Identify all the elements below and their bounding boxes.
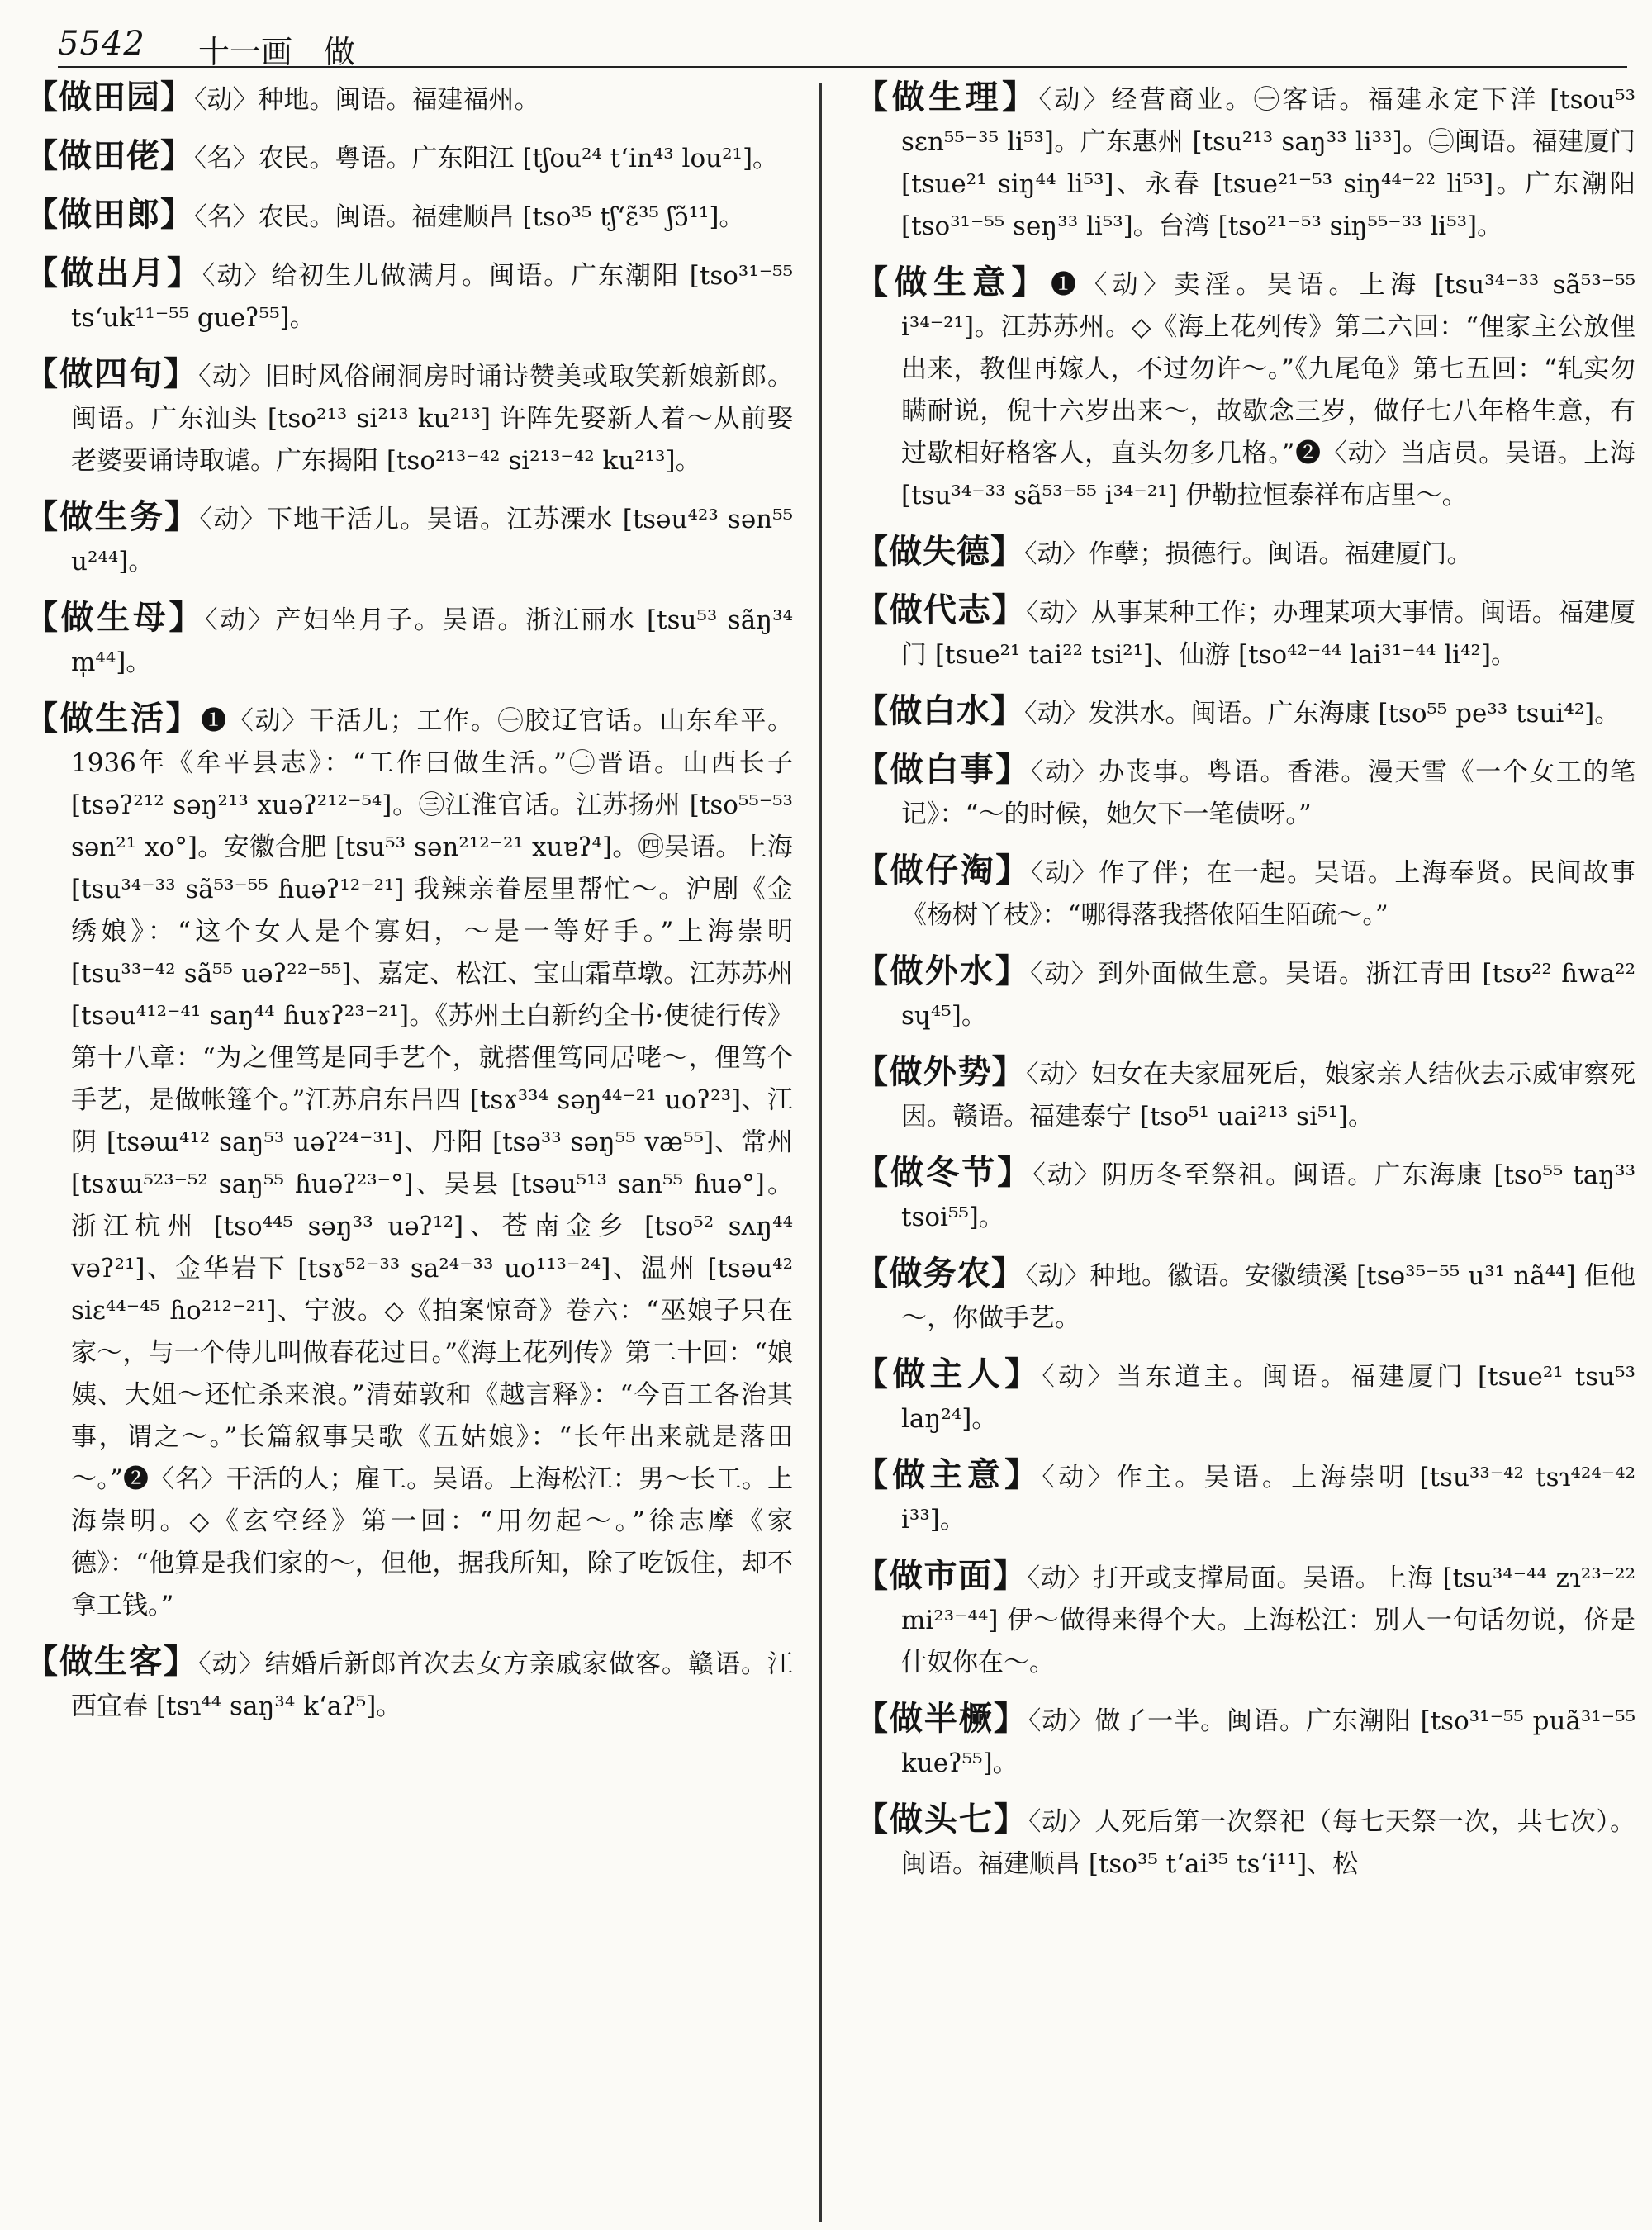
entry-paragraph: [855, 1252, 1635, 1340]
dictionary-entry: [855, 1353, 1635, 1440]
dictionary-entry: [855, 690, 1635, 735]
entry-headword: 【做生理】: [855, 78, 1039, 116]
right-column: [855, 76, 1635, 2215]
entry-paragraph: [855, 1151, 1635, 1239]
entry-paragraph: [855, 530, 1635, 576]
column-divider: [819, 83, 822, 2222]
dictionary-entry: [25, 135, 793, 180]
entry-definition: 〈动〉结婚后新郎首次去女方亲戚家做客。赣语。江西宜春 [tsɿ⁴⁴ saŋ³⁴ kʻaʔ⁵]。: [71, 1649, 793, 1721]
dictionary-entry: [855, 1252, 1635, 1340]
entry-headword: 【做外水】: [855, 951, 1031, 990]
entry-headword: 【做主人】: [855, 1355, 1042, 1393]
entry-headword: 【做生活】: [25, 699, 202, 738]
entry-headword: 【做半橛】: [855, 1699, 1028, 1738]
entry-headword: 【做代志】: [855, 591, 1027, 629]
entry-paragraph: [855, 1454, 1635, 1541]
entry-paragraph: [25, 1640, 793, 1728]
entry-paragraph: [25, 193, 793, 239]
entry-definition: 〈动〉到外面做生意。吴语。浙江青田 [tsʊ²² ɦwa²² sɥ⁴⁵]。: [901, 959, 1635, 1031]
entry-headword: 【做仔淘】: [855, 851, 1031, 890]
entry-headword: 【做生客】: [25, 1642, 199, 1681]
entry-definition: 〈动〉打开或支撑局面。吴语。上海 [tsu³⁴⁻⁴⁴ zɿ²³⁻²² mi²³⁻⁴⁴] 伊～做得来得个大。上海松江：别人一句话勿说，侪是什奴你在～。: [901, 1563, 1635, 1677]
dictionary-entry: [25, 193, 793, 239]
entry-headword: 【做生意】: [855, 263, 1051, 301]
entry-definition: 〈动〉下地干活儿。吴语。江苏溧水 [tsəu⁴²³ sən⁵⁵ u²⁴⁴]。: [71, 505, 793, 576]
dictionary-entry: [855, 530, 1635, 576]
entry-definition: 〈名〉农民。闽语。福建顺昌 [tso³⁵ tʃʻɛ̃³⁵ ʃɔ̃¹¹]。: [194, 202, 745, 232]
entry-paragraph: [855, 748, 1635, 836]
dictionary-entry: [25, 1640, 793, 1728]
entry-headword: 【做市面】: [855, 1556, 1028, 1595]
entry-definition: 〈动〉作孽；损德行。闽语。福建厦门。: [1024, 539, 1473, 569]
entry-headword: 【做出月】: [25, 254, 202, 292]
entry-headword: 【做头七】: [855, 1800, 1028, 1839]
entry-paragraph: [25, 353, 793, 482]
entry-headword: 【做生务】: [25, 497, 200, 536]
dictionary-entry: [25, 496, 793, 583]
entry-headword: 【做四句】: [25, 354, 199, 393]
entry-paragraph: [855, 589, 1635, 676]
entry-headword: 【做主意】: [855, 1455, 1042, 1494]
entry-definition: 〈动〉经营商业。㊀客话。福建永定下洋 [tsou⁵³ sɛn⁵⁵⁻³⁵ li⁵³]。广东惠州 [tsu²¹³ saŋ³³ li³³]。㊁闽语。福建厦门 [tsue²¹ siŋ⁴⁴ li⁵³]、永春 [tsue²¹⁻⁵³ siŋ⁴⁴⁻²² li⁵³]。广东潮阳 [tso³¹⁻⁵⁵ seŋ³³ li⁵³]。台湾 [tso²¹⁻⁵³ siŋ⁵⁵⁻³³ li⁵³]。: [901, 85, 1635, 241]
entry-definition: 〈动〉当东道主。闽语。福建厦门 [tsue²¹ tsu⁵³ laŋ²⁴]。: [901, 1362, 1635, 1434]
entry-definition: 〈动〉种地。闽语。福建福州。: [194, 85, 540, 115]
dictionary-entry: [855, 261, 1635, 517]
dictionary-entry: [855, 1151, 1635, 1239]
dictionary-entry: [855, 1798, 1635, 1886]
dictionary-entry: [855, 1454, 1635, 1541]
entry-definition: 〈动〉旧时风俗闹洞房时诵诗赞美或取笑新娘新郎。闽语。广东汕头 [tso²¹³ si²¹³ ku²¹³] 许阵先娶新人着～从前娶老婆要诵诗取谑。广东揭阳 [tso²¹³⁻⁴² si²¹³⁻⁴² ku²¹³]。: [71, 362, 793, 476]
dictionary-entry: [855, 1554, 1635, 1684]
entry-paragraph: [25, 596, 793, 684]
entry-definition: 〈动〉办丧事。粤语。香港。漫天雪《一个女工的笔记》：“～的时候，她欠下一笔债呀。”: [901, 757, 1635, 829]
entry-definition: 〈动〉发洪水。闽语。广东海康 [tso⁵⁵ pe³³ tsui⁴²]。: [1024, 699, 1621, 728]
dictionary-entry: [25, 76, 793, 121]
entry-definition: 〈动〉从事某种工作；办理某项大事情。闽语。福建厦门 [tsue²¹ tai²² tsi²¹]、仙游 [tso⁴²⁻⁴⁴ lai³¹⁻⁴⁴ li⁴²]。: [901, 598, 1635, 670]
entry-definition: 〈动〉产妇坐月子。吴语。浙江丽水 [tsu⁵³ sãŋ³⁴ m̩⁴⁴]。: [71, 605, 793, 677]
entry-headword: 【做白事】: [855, 750, 1031, 789]
page-number: 5542: [58, 25, 145, 63]
entry-headword: 【做田佬】: [25, 136, 194, 175]
entry-definition: 〈动〉作主。吴语。上海崇明 [tsu³³⁻⁴² tsɿ⁴²⁴⁻⁴² i³³]。: [901, 1463, 1635, 1535]
entry-headword: 【做田郎】: [25, 195, 194, 234]
entry-definition: 〈动〉种地。徽语。安徽绩溪 [tsɵ³⁵⁻⁵⁵ u³¹ nã⁴⁴] 佢他～，你做手艺。: [901, 1261, 1635, 1333]
dictionary-entry: [25, 353, 793, 482]
entry-headword: 【做白水】: [855, 691, 1024, 730]
entry-definition: 〈名〉农民。粤语。广东阳江 [tʃou²⁴ tʻin⁴³ lou²¹]。: [194, 144, 779, 173]
entry-paragraph: [855, 690, 1635, 735]
dictionary-entry: [855, 748, 1635, 836]
entry-definition: 〈动〉阴历冬至祭祖。闽语。广东海康 [tso⁵⁵ taŋ³³ tsoi⁵⁵]。: [901, 1160, 1635, 1232]
dictionary-entry: [855, 950, 1635, 1037]
entry-paragraph: [855, 1798, 1635, 1886]
entry-definition: ❶〈动〉干活儿；工作。㊀胶辽官话。山东牟平。1936年《牟平县志》：“工作曰做生活。”㊁晋语。山西长子 [tsəʔ²¹² səŋ²¹³ xuəʔ²¹²⁻⁵⁴]。㊂江淮官话。江苏扬州 [tso⁵⁵⁻⁵³ sən²¹ xo°]。安徽合肥 [tsu⁵³ sən²¹²⁻²¹ xuɐʔ⁴]。㊃吴语。上海 [tsu³⁴⁻³³ sã⁵³⁻⁵⁵ ɦuəʔ¹²⁻²¹] 我辣亲眷屋里帮忙～。沪剧《金绣娘》：“这个女人是个寡妇，～是一等好手。”上海崇明 [tsu³³⁻⁴² sã⁵⁵ uəʔ²²⁻⁵⁵]、嘉定、松江、宝山霜草墩。江苏苏州 [tsəu⁴¹²⁻⁴¹ saŋ⁴⁴ ɦuɤʔ²³⁻²¹]。《苏州土白新约全书·使徒行传》第十八章：“为之俚笃是同手艺个，就搭俚笃同居咾～，俚笃个手艺，是做帐篷个。”江苏启东吕四 [tsɤ³³⁴ səŋ⁴⁴⁻²¹ uoʔ²³]、江阴 [tsəɯ⁴¹² saŋ⁵³ uəʔ²⁴⁻³¹]、丹阳 [tsə³³ səŋ⁵⁵ væ⁵⁵]、常州 [tsɤɯ⁵²³⁻⁵² saŋ⁵⁵ ɦuəʔ²³⁻°]、吴县 [tsəu⁵¹³ san⁵⁵ ɦuə°]。浙江杭州 [tso⁴⁴⁵ səŋ³³ uəʔ¹²]、苍南金乡 [tso⁵² sʌŋ⁴⁴ vəʔ²¹]、金华岩下 [tsɤ⁵²⁻³³ sa²⁴⁻³³ uo¹¹³⁻²⁴]、温州 [tsəu⁴² siɛ⁴⁴⁻⁴⁵ ɦo²¹²⁻²¹]、宁波。◇《拍案惊奇》卷六：“巫娘子只在家～，与一个侍儿叫做春花过日。”《海上花列传》第二十回：“娘姨、大姐～还忙杀来浪。”清茹敦和《越言释》：“今百工各治其事，谓之～。”长篇叙事吴歌《五姑娘》：“长年出来就是落田～。”❷〈名〉干活的人；雇工。吴语。上海松江：男～长工。上海崇明。◇《玄空经》第一回：“用勿起～。”徐志摩《家德》：“他算是我们家的～，但他，据我所知，除了吃饭住，却不拿工钱。”: [71, 706, 793, 1620]
entry-paragraph: [855, 1051, 1635, 1138]
dictionary-entry: [25, 697, 793, 1627]
entry-headword: 【做外势】: [855, 1052, 1027, 1091]
entry-paragraph: [855, 1554, 1635, 1684]
entry-headword: 【做失德】: [855, 532, 1024, 571]
entry-paragraph: [25, 252, 793, 339]
entry-paragraph: [855, 76, 1635, 248]
entry-headword: 【做冬节】: [855, 1153, 1033, 1192]
entry-paragraph: [25, 697, 793, 1627]
dictionary-entry: [855, 76, 1635, 248]
dictionary-entry: [855, 849, 1635, 937]
left-column: [25, 76, 793, 2215]
section-title: 十一画 做: [198, 34, 356, 70]
entry-headword: 【做田园】: [25, 78, 194, 116]
entry-definition: 〈动〉人死后第一次祭祀（每七天祭一次，共七次）。闽语。福建顺昌 [tso³⁵ tʻai³⁵ tsʻi¹¹]、松: [901, 1807, 1635, 1879]
entry-definition: 〈动〉做了一半。闽语。广东潮阳 [tso³¹⁻⁵⁵ puã³¹⁻⁵⁵ kueʔ⁵⁵]。: [901, 1706, 1635, 1778]
entry-paragraph: [855, 1697, 1635, 1785]
entry-paragraph: [25, 76, 793, 121]
entry-paragraph: [855, 1353, 1635, 1440]
entry-paragraph: [855, 261, 1635, 517]
dictionary-entry: [855, 589, 1635, 676]
entry-paragraph: [855, 950, 1635, 1037]
dictionary-entry: [855, 1697, 1635, 1785]
entry-headword: 【做生母】: [25, 598, 206, 637]
entry-definition: ❶〈动〉卖淫。吴语。上海 [tsu³⁴⁻³³ sã⁵³⁻⁵⁵ i³⁴⁻²¹]。江苏苏州。◇《海上花列传》第二六回：“俚家主公放俚出来，教俚再嫁人，不过勿许～。”《九尾龟》第七五回：“轧实勿瞒耐说，倪十六岁出来～，故歇念三岁，做仔七八年格生意，有过歇相好格客人，直头勿多几格。”❷〈动〉当店员。吴语。上海 [tsu³⁴⁻³³ sã⁵³⁻⁵⁵ i³⁴⁻²¹] 伊勒拉恒泰祥布店里～。: [901, 270, 1635, 510]
entry-definition: 〈动〉妇女在夫家屈死后，娘家亲人结伙去示威审察死因。赣语。福建泰宁 [tso⁵¹ uai²¹³ si⁵¹]。: [901, 1060, 1635, 1132]
entry-definition: 〈动〉给初生儿做满月。闽语。广东潮阳 [tso³¹⁻⁵⁵ tsʻuk¹¹⁻⁵⁵ gueʔ⁵⁵]。: [71, 261, 793, 333]
page-header: [58, 18, 1627, 68]
entry-paragraph: [25, 135, 793, 180]
entry-paragraph: [855, 849, 1635, 937]
dictionary-entry: [25, 596, 793, 684]
entry-headword: 【做务农】: [855, 1254, 1026, 1293]
entry-definition: 〈动〉作了伴；在一起。吴语。上海奉贤。民间故事《杨树丫枝》：“哪得落我搭侬陌生陌疏～。”: [901, 858, 1635, 930]
entry-paragraph: [25, 496, 793, 583]
dictionary-entry: [25, 252, 793, 339]
dictionary-entry: [855, 1051, 1635, 1138]
